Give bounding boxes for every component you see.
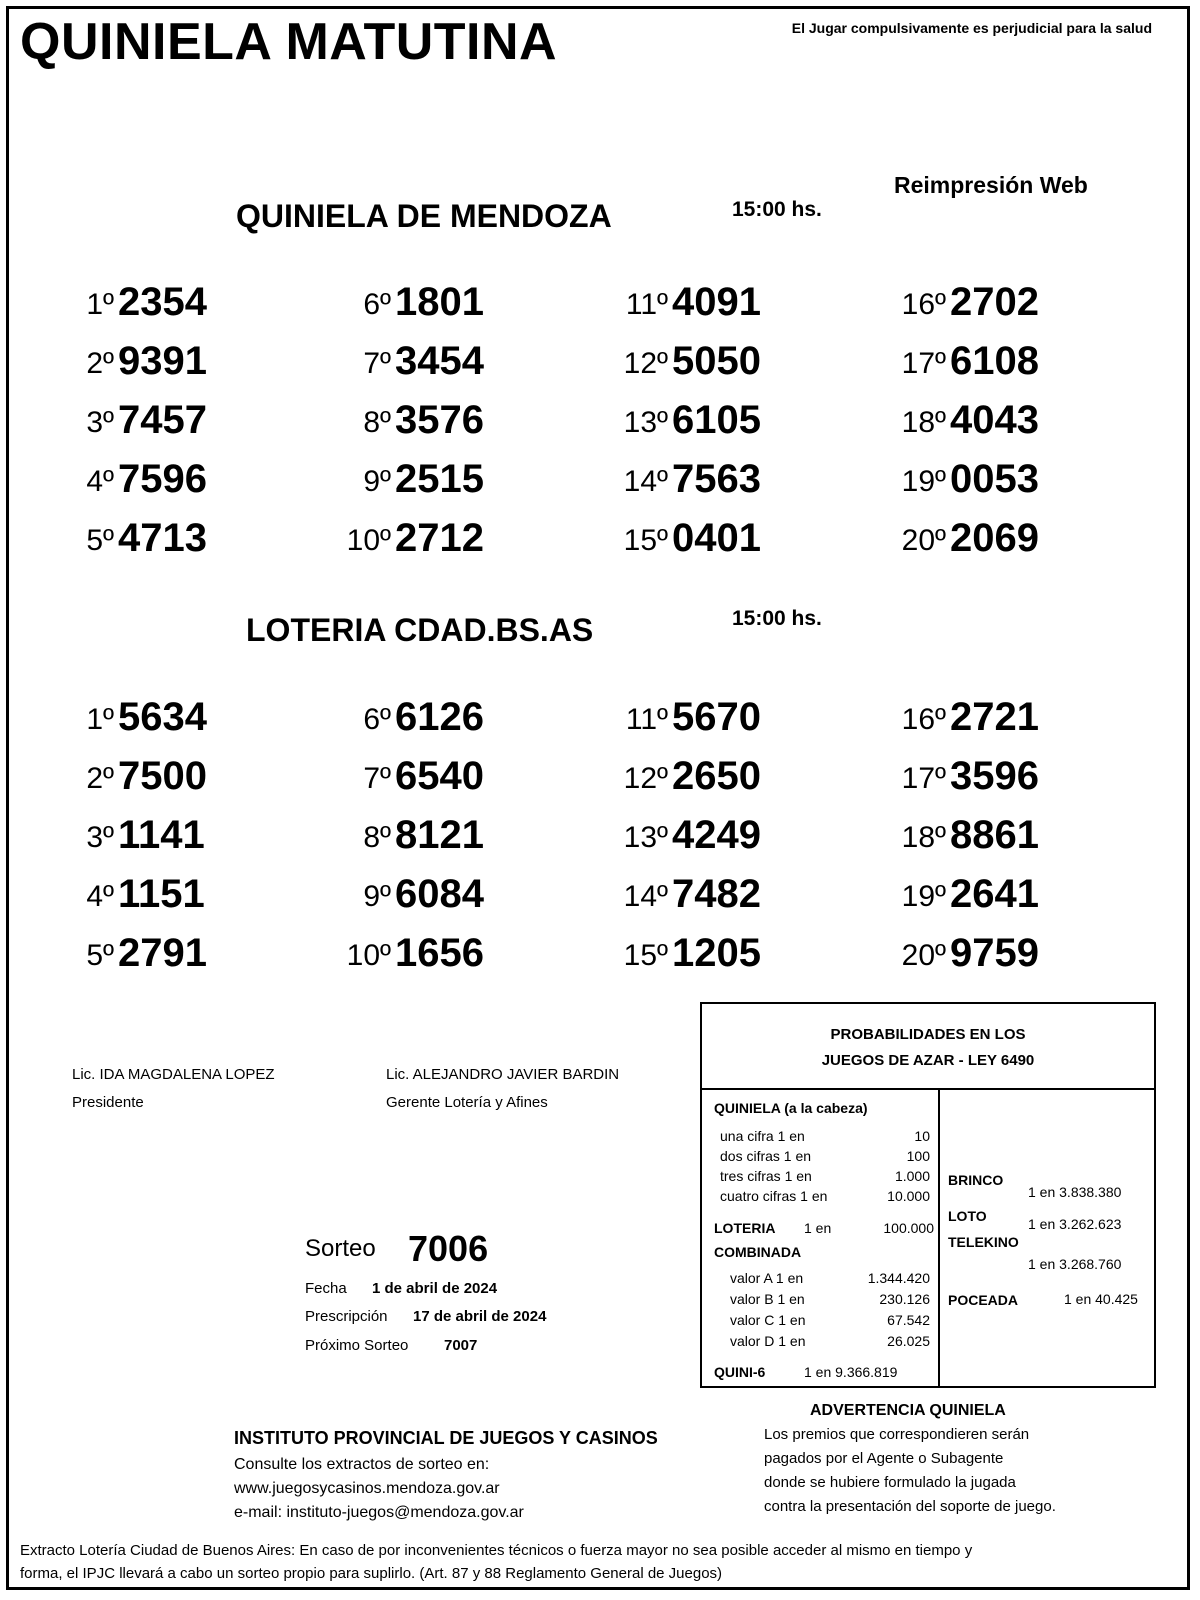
quiniela-prob-label-4: cuatro cifras 1 en <box>720 1188 828 1204</box>
quiniela-prob-value-1: 10 <box>914 1128 930 1144</box>
result-position: 5º <box>86 524 114 557</box>
result-position: 9º <box>363 880 391 913</box>
reprint-label: Reimpresión Web <box>894 172 1088 198</box>
result-position: 14º <box>623 465 668 498</box>
result-number: 5670 <box>672 695 761 739</box>
result-cell <box>623 872 761 917</box>
result-cell <box>86 516 207 561</box>
result-number: 7482 <box>672 872 761 916</box>
result-number: 2641 <box>950 872 1039 916</box>
result-number: 6084 <box>395 872 484 916</box>
result-number: 6108 <box>950 339 1039 383</box>
result-number: 2791 <box>118 931 207 975</box>
result-cell <box>86 339 207 384</box>
next-draw-value: 7007 <box>444 1337 478 1354</box>
result-position: 8º <box>363 821 391 854</box>
draw-number: 7006 <box>408 1228 489 1269</box>
quiniela-prob-label-2: dos cifras 1 en <box>720 1148 812 1164</box>
result-cell <box>346 516 484 561</box>
result-position: 2º <box>86 347 114 380</box>
result-cell <box>86 695 207 740</box>
result-number: 7563 <box>672 457 761 501</box>
date-label: Fecha <box>305 1280 347 1297</box>
page-title: QUINIELA MATUTINA <box>20 13 558 71</box>
draw-label: Sorteo <box>305 1235 376 1262</box>
section-time-mendoza: 15:00 hs. <box>732 198 822 221</box>
result-position: 13º <box>623 406 668 439</box>
result-position: 16º <box>901 703 946 736</box>
result-number: 2712 <box>395 516 484 560</box>
result-position: 18º <box>901 406 946 439</box>
institute-title: INSTITUTO PROVINCIAL DE JUEGOS Y CASINOS <box>234 1428 658 1448</box>
signature-name-1: Lic. IDA MAGDALENA LOPEZ <box>72 1066 275 1083</box>
result-position: 2º <box>86 762 114 795</box>
telekino-prob-label: TELEKINO <box>948 1234 1019 1250</box>
result-number: 3576 <box>395 398 484 442</box>
result-position: 4º <box>86 465 114 498</box>
result-position: 20º <box>901 939 946 972</box>
result-number: 4043 <box>950 398 1039 442</box>
result-position: 14º <box>623 880 668 913</box>
section-title-loteria: LOTERIA CDAD.BS.AS <box>246 612 594 648</box>
loto-prob-label: LOTO <box>948 1208 987 1224</box>
result-cell <box>625 280 761 325</box>
result-position: 12º <box>623 347 668 380</box>
result-position: 9º <box>363 465 391 498</box>
combinada-prob-value-d: 26.025 <box>887 1333 930 1349</box>
result-number: 1656 <box>395 931 484 975</box>
result-number: 6126 <box>395 695 484 739</box>
quiniela-prob-label-1: una cifra 1 en <box>720 1128 805 1144</box>
brinco-prob-label: BRINCO <box>948 1172 1004 1188</box>
result-cell <box>623 931 761 976</box>
result-position: 7º <box>363 762 391 795</box>
prescription-label: Prescripción <box>305 1308 388 1325</box>
result-position: 7º <box>363 347 391 380</box>
result-number: 1205 <box>672 931 761 975</box>
result-cell <box>901 280 1039 325</box>
signature-role-2: Gerente Lotería y Afines <box>386 1094 548 1111</box>
result-cell <box>901 754 1039 799</box>
advertencia-line-2: pagados por el Agente o Subagente <box>764 1450 1004 1467</box>
quiniela-prob-value-4: 10.000 <box>887 1188 930 1204</box>
quini6-prob-value: 1 en 9.366.819 <box>804 1364 898 1380</box>
result-number: 8121 <box>395 813 484 857</box>
quini6-prob-label: QUINI-6 <box>714 1364 766 1380</box>
result-position: 19º <box>901 880 946 913</box>
health-warning: El Jugar compulsivamente es perjudicial para la salud <box>791 20 1152 36</box>
result-cell <box>623 339 761 384</box>
combinada-prob-label-c: valor C 1 en <box>730 1312 806 1328</box>
result-cell <box>623 398 761 443</box>
result-cell <box>901 931 1039 976</box>
combinada-prob-value-c: 67.542 <box>887 1312 930 1328</box>
result-number: 2069 <box>950 516 1039 560</box>
brinco-prob-value: 1 en 3.838.380 <box>1028 1184 1122 1200</box>
result-cell <box>86 813 205 858</box>
poceada-prob-value: 1 en 40.425 <box>1064 1291 1138 1307</box>
result-number: 2702 <box>950 280 1039 324</box>
telekino-prob-value: 1 en 3.268.760 <box>1028 1256 1122 1272</box>
result-number: 0053 <box>950 457 1039 501</box>
advertencia-line-1: Los premios que correspondieren serán <box>764 1426 1030 1443</box>
quiniela-prob-label-3: tres cifras 1 en <box>720 1168 812 1184</box>
combinada-prob-value-a: 1.344.420 <box>867 1270 930 1286</box>
result-cell <box>363 695 484 740</box>
result-cell <box>901 516 1039 561</box>
result-cell <box>86 754 207 799</box>
result-cell <box>623 813 761 858</box>
result-position: 3º <box>86 406 114 439</box>
result-position: 1º <box>86 703 114 736</box>
result-number: 2354 <box>118 280 207 324</box>
result-cell <box>901 872 1039 917</box>
result-position: 4º <box>86 880 114 913</box>
result-number: 6540 <box>395 754 484 798</box>
result-cell <box>363 339 484 384</box>
section-title-mendoza: QUINIELA DE MENDOZA <box>236 198 612 234</box>
result-number: 2650 <box>672 754 761 798</box>
loteria-prob-value: 100.000 <box>883 1220 934 1236</box>
result-cell <box>86 398 207 443</box>
combinada-prob-title: COMBINADA <box>714 1244 802 1260</box>
quiniela-prob-title: QUINIELA (a la cabeza) <box>714 1100 868 1116</box>
section-time-loteria: 15:00 hs. <box>732 607 822 630</box>
result-number: 8861 <box>950 813 1039 857</box>
result-number: 3596 <box>950 754 1039 798</box>
result-position: 10º <box>346 939 391 972</box>
result-number: 4091 <box>672 280 761 324</box>
probabilities-header <box>702 1004 1154 1090</box>
result-number: 2515 <box>395 457 484 501</box>
combinada-prob-label-a: valor A 1 en <box>730 1270 804 1286</box>
result-position: 18º <box>901 821 946 854</box>
result-number: 0401 <box>672 516 761 560</box>
result-cell <box>901 457 1039 502</box>
result-cell <box>86 457 207 502</box>
probabilities-header-line-2: JUEGOS DE AZAR - LEY 6490 <box>821 1052 1035 1069</box>
quiniela-prob-value-2: 100 <box>906 1148 930 1164</box>
result-position: 15º <box>623 939 668 972</box>
result-number: 7500 <box>118 754 207 798</box>
advertencia-title: ADVERTENCIA QUINIELA <box>810 1402 1006 1419</box>
probabilities-header-line-1: PROBABILIDADES EN LOS <box>830 1026 1026 1043</box>
institute-website[interactable]: www.juegosycasinos.mendoza.gov.ar <box>234 1480 500 1497</box>
result-cell <box>363 872 484 917</box>
result-cell <box>623 754 761 799</box>
advertencia-line-3: donde se hubiere formulado la jugada <box>764 1474 1016 1491</box>
result-position: 11º <box>625 703 668 736</box>
advertencia-line-4: contra la presentación del soporte de juego. <box>764 1498 1056 1515</box>
signature-name-2: Lic. ALEJANDRO JAVIER BARDIN <box>386 1066 620 1083</box>
result-number: 4713 <box>118 516 207 560</box>
result-number: 9759 <box>950 931 1039 975</box>
result-number: 7457 <box>118 398 207 442</box>
combinada-prob-label-b: valor B 1 en <box>730 1291 805 1307</box>
result-position: 1º <box>86 288 114 321</box>
result-number: 9391 <box>118 339 207 383</box>
institute-email[interactable]: e-mail: instituto-juegos@mendoza.gov.ar <box>234 1504 524 1521</box>
result-cell <box>901 813 1039 858</box>
result-number: 4249 <box>672 813 761 857</box>
prescription-value: 17 de abril de 2024 <box>413 1308 547 1325</box>
loteria-prob-label: LOTERIA <box>714 1220 776 1236</box>
loteria-prob-mid: 1 en <box>804 1220 832 1236</box>
institute-line-1: Consulte los extractos de sorteo en: <box>234 1456 490 1473</box>
result-position: 11º <box>625 288 668 321</box>
footer-line-2: forma, el IPJC llevará a cabo un sorteo propio para suplirlo. (Art. 87 y 88 Reglamento General de Juegos) <box>20 1565 723 1582</box>
result-position: 15º <box>623 524 668 557</box>
result-number: 1141 <box>118 813 205 857</box>
result-number: 2721 <box>950 695 1039 739</box>
result-cell <box>86 872 205 917</box>
result-number: 3454 <box>395 339 484 383</box>
result-cell <box>901 398 1039 443</box>
date-value: 1 de abril de 2024 <box>372 1280 498 1297</box>
result-cell <box>346 931 484 976</box>
probabilities-divider <box>938 1090 940 1386</box>
result-position: 17º <box>901 762 946 795</box>
result-cell <box>363 398 484 443</box>
poceada-prob-label: POCEADA <box>948 1292 1019 1308</box>
combinada-prob-label-d: valor D 1 en <box>730 1333 806 1349</box>
result-cell <box>901 695 1039 740</box>
probabilities-box <box>700 1002 1156 1388</box>
result-cell <box>363 754 484 799</box>
result-position: 13º <box>623 821 668 854</box>
result-cell <box>363 457 484 502</box>
quiniela-prob-value-3: 1.000 <box>894 1168 930 1184</box>
result-number: 5050 <box>672 339 761 383</box>
signature-role-1: Presidente <box>72 1094 144 1111</box>
result-position: 5º <box>86 939 114 972</box>
result-position: 16º <box>901 288 946 321</box>
result-position: 6º <box>363 288 391 321</box>
result-number: 6105 <box>672 398 761 442</box>
result-cell <box>363 813 484 858</box>
result-cell <box>86 280 207 325</box>
combinada-prob-value-b: 230.126 <box>879 1291 930 1307</box>
result-cell <box>625 695 761 740</box>
result-number: 5634 <box>118 695 207 739</box>
result-position: 6º <box>363 703 391 736</box>
result-position: 8º <box>363 406 391 439</box>
next-draw-label: Próximo Sorteo <box>305 1337 409 1354</box>
result-position: 12º <box>623 762 668 795</box>
result-cell <box>623 457 761 502</box>
result-position: 17º <box>901 347 946 380</box>
result-number: 7596 <box>118 457 207 501</box>
result-position: 19º <box>901 465 946 498</box>
result-position: 20º <box>901 524 946 557</box>
result-cell <box>86 931 207 976</box>
result-number: 1801 <box>395 280 484 324</box>
footer-line-1: Extracto Lotería Ciudad de Buenos Aires: En caso de por inconvenientes técnicos o fuerza mayor no sea posible acceder al mismo en tiempo y <box>20 1542 973 1559</box>
loto-prob-value: 1 en 3.262.623 <box>1028 1216 1122 1232</box>
result-cell <box>901 339 1039 384</box>
result-position: 10º <box>346 524 391 557</box>
result-number: 1151 <box>118 872 205 916</box>
result-position: 3º <box>86 821 114 854</box>
result-cell <box>363 280 484 325</box>
result-cell <box>623 516 761 561</box>
